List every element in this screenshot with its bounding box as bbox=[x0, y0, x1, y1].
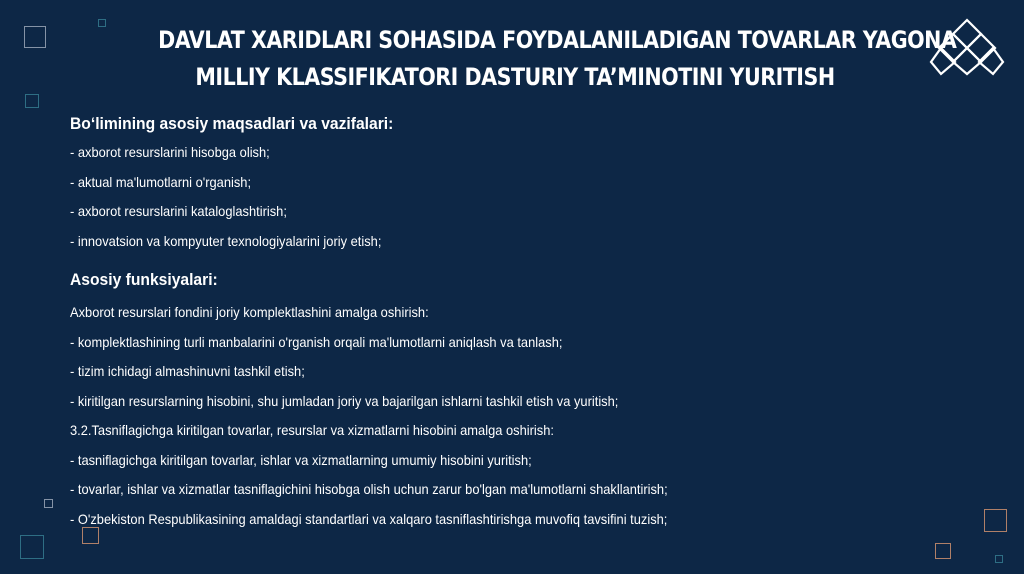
list-item: - axborot resurslarini kataloglashtirish; bbox=[70, 203, 287, 219]
slide-title bbox=[158, 22, 957, 96]
title-line-1: DAVLAT XARIDLARI SOHASIDA FOYDALANILADIGAN TOVARLAR YAGONA bbox=[158, 26, 957, 54]
decorative-square bbox=[995, 555, 1003, 563]
slide-content bbox=[70, 112, 970, 534]
list-item: 3.2.Tasniflagichga kiritilgan tovarlar, resurslar va xizmatlarni hisobini amalga oshirish: bbox=[70, 422, 554, 438]
list-item: Axborot resurslari fondini joriy komplektlashini amalga oshirish: bbox=[70, 304, 429, 320]
list-item: - komplektlashining turli manbalarini o'rganish orqali ma'lumotlarni aniqlash va tanlash; bbox=[70, 333, 563, 350]
section-heading-functions: Asosiy funksiyalari: bbox=[70, 270, 218, 289]
list-item: - tizim ichidagi almashinuvni tashkil etish; bbox=[70, 363, 305, 379]
list-item: - tasniflagichga kiritilgan tovarlar, ishlar va xizmatlarning umumiy hisobini yuritish; bbox=[70, 451, 532, 468]
list-item: - O'zbekiston Respublikasining amaldagi standartlari va xalqaro tasniflashtirishga muvofiq tavsifini tuzish; bbox=[70, 510, 668, 527]
list-item: - kiritilgan resurslarning hisobini, shu jumladan joriy va bajarilgan ishlarni tashkil etish va yuritish; bbox=[70, 392, 619, 409]
decorative-square bbox=[20, 535, 44, 559]
title-line-2: MILLIY KLASSIFIKATORI DASTURIY TA’MINOTINI YURITISH bbox=[195, 63, 835, 91]
decorative-square bbox=[25, 94, 39, 108]
decorative-square bbox=[98, 19, 106, 27]
list-item: - aktual ma'lumotlarni o'rganish; bbox=[70, 173, 252, 190]
section-heading-goals: Bo‘limining asosiy maqsadlari va vazifalari: bbox=[70, 114, 394, 133]
list-item: - innovatsion va kompyuter texnologiyalarini joriy etish; bbox=[70, 232, 382, 249]
decorative-square bbox=[984, 509, 1007, 532]
list-item: - tovarlar, ishlar va xizmatlar tasniflagichini hisobga olish uchun zarur bo'lgan ma'lumotlarni shakllantirish; bbox=[70, 481, 668, 497]
decorative-square bbox=[935, 543, 951, 559]
list-item: - axborot resurslarini hisobga olish; bbox=[70, 144, 270, 160]
decorative-square bbox=[24, 26, 46, 48]
decorative-square bbox=[44, 499, 53, 508]
